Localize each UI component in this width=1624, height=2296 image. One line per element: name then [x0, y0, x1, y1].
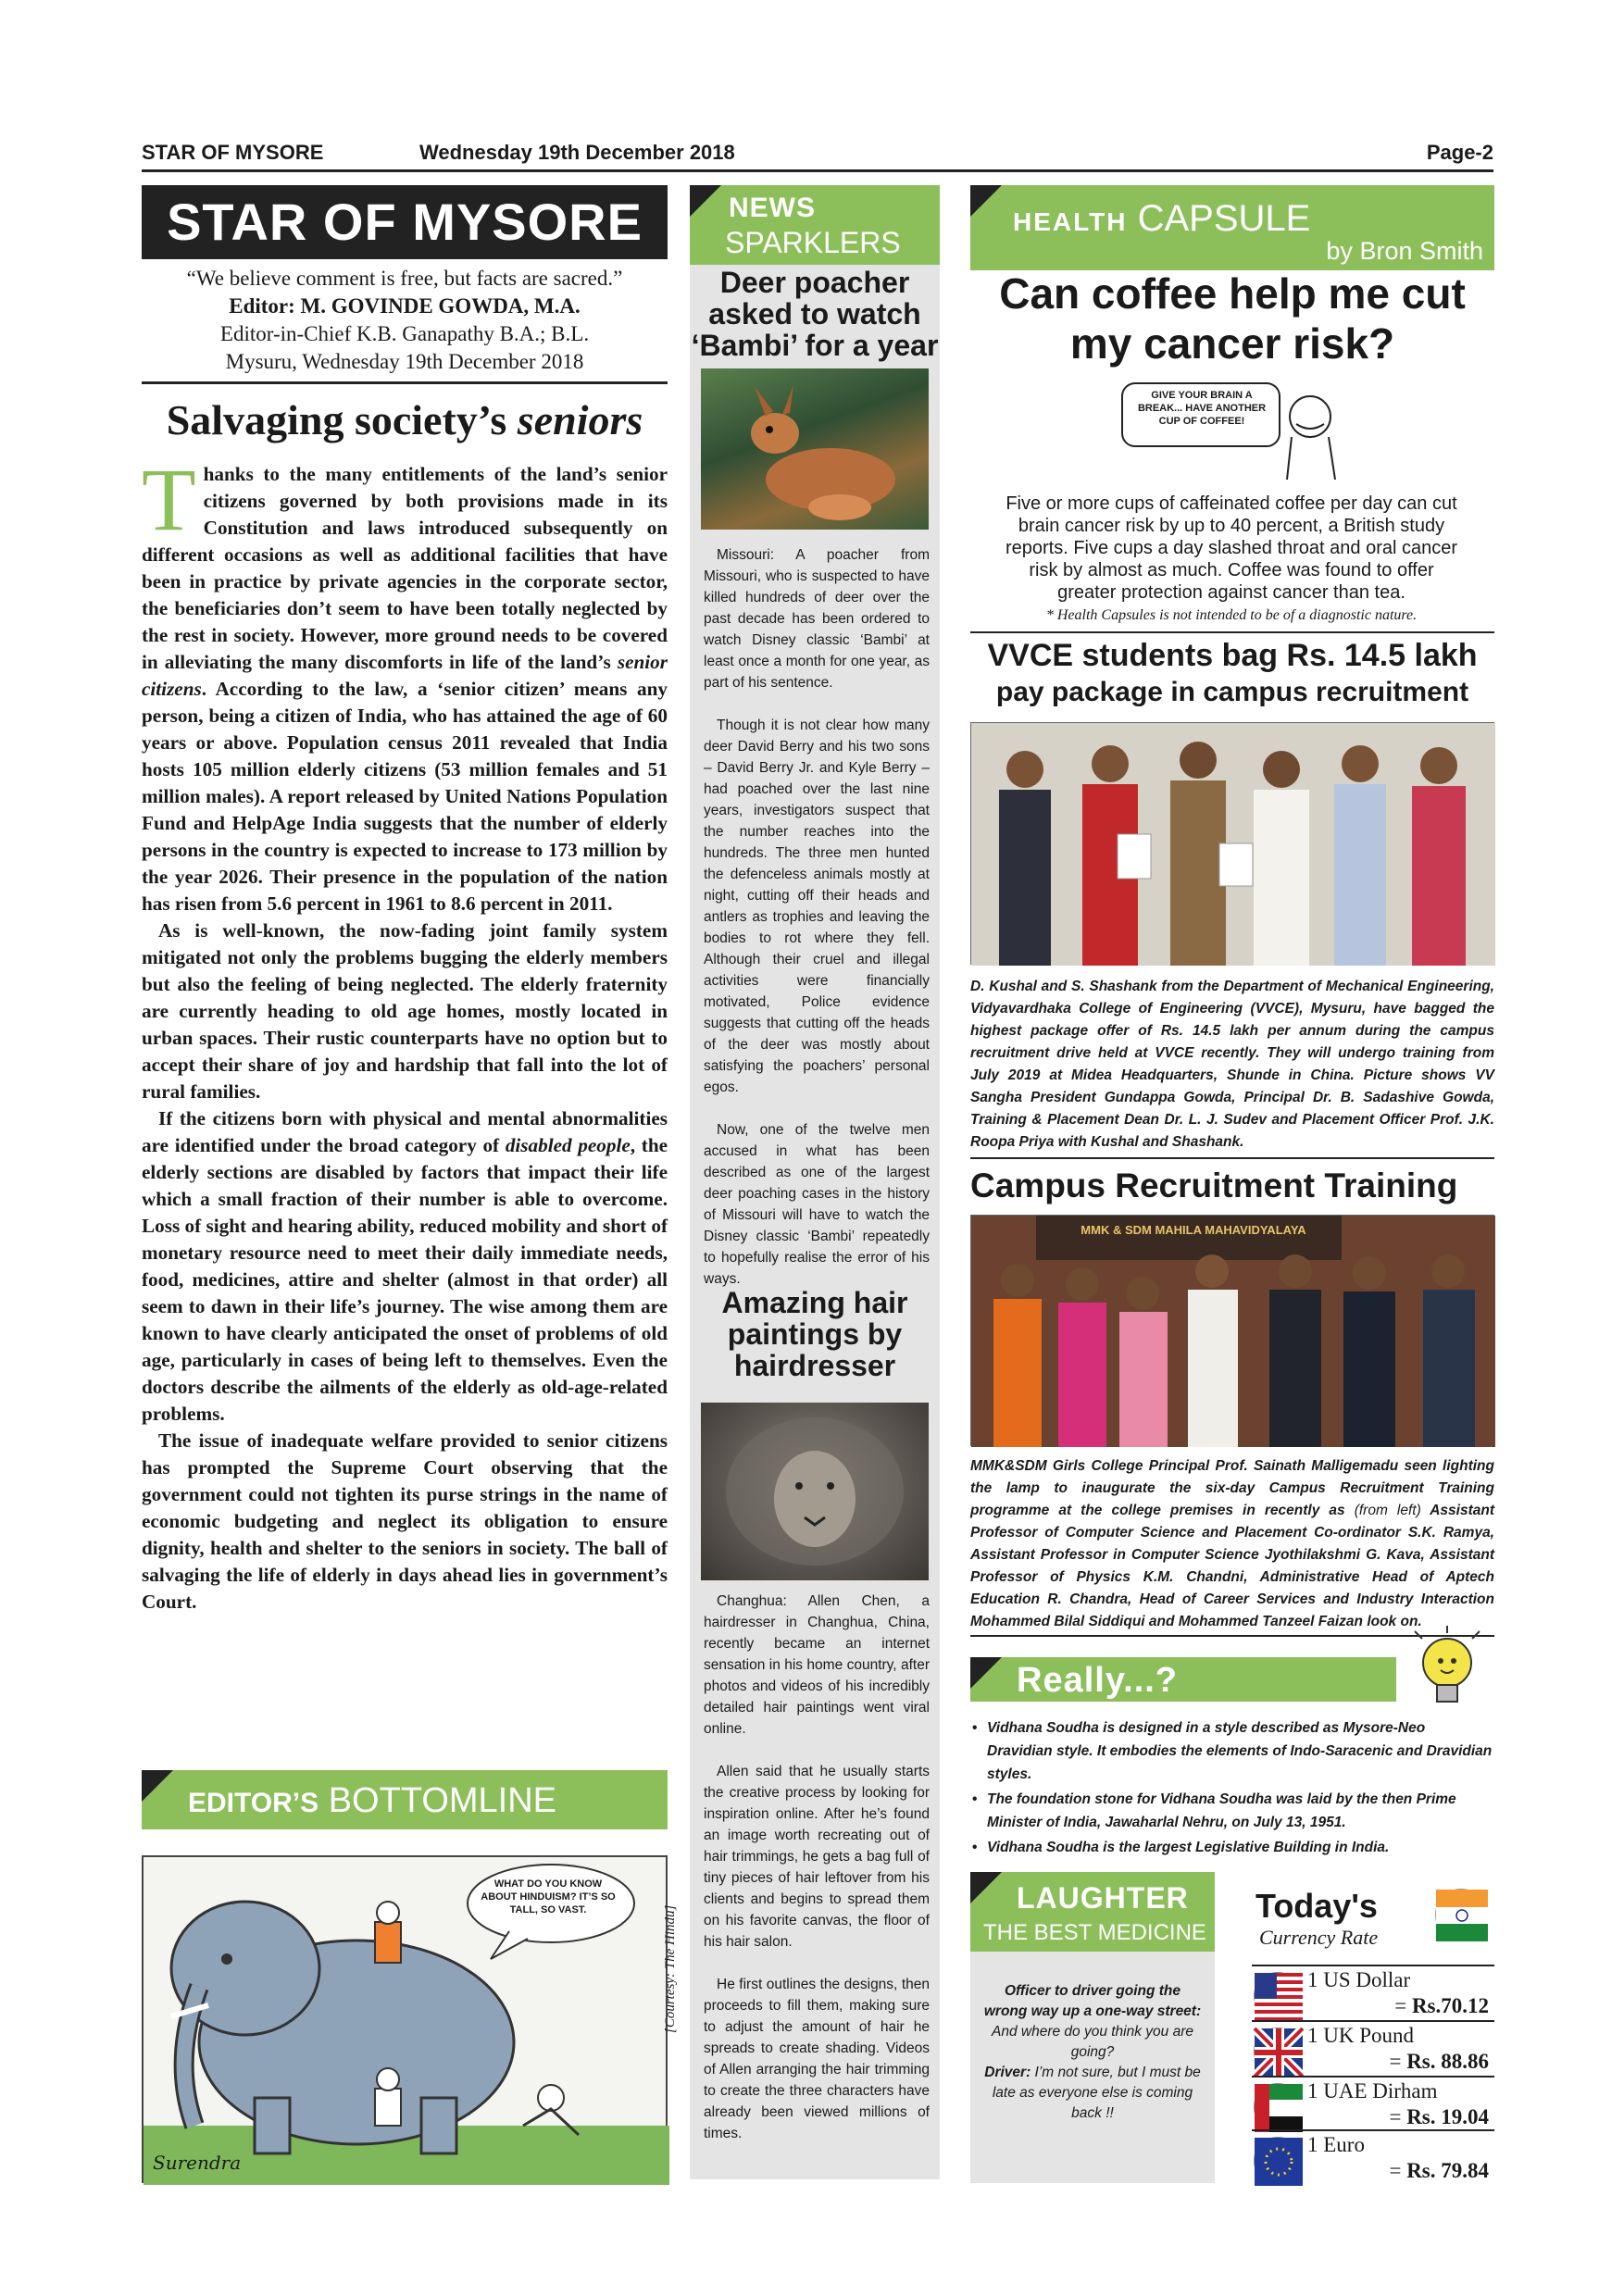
coffee-article-title: Can coffee help me cut my cancer risk? [999, 269, 1466, 368]
currency-row-eur [1252, 2129, 1494, 2183]
deer-image-icon [701, 368, 929, 530]
group-photo-icon [971, 723, 1495, 966]
vvce-subheadline: pay package in campus recruitment [995, 677, 1469, 707]
vvce-group-photo [970, 722, 1494, 965]
sparklers-label-1: NEWS [729, 193, 816, 223]
sparklers-label-2: SPARKLERS [725, 226, 901, 259]
header-page-number: Page-2 [1426, 141, 1493, 164]
currency-name: 1 US Dollar [1307, 1968, 1411, 1991]
lion-image-icon [701, 1403, 929, 1580]
editorial-title: Salvaging society’s seniors [166, 396, 643, 443]
drop-cap: T [142, 450, 196, 549]
campus-headline: Campus Recruitment Training [970, 1167, 1458, 1204]
flag-us-icon [1254, 1972, 1302, 2020]
flag-india-icon [1435, 1889, 1487, 1940]
vvce-headline: VVCE students bag Rs. 14.5 lakh [987, 638, 1478, 673]
lion-hair-painting-photo [701, 1403, 929, 1580]
editorial-paragraph: As is well-known, the now-fading joint family system mitigated not only the problems bugging the elderly members but also the feeling of being neglected. The elderly fraternity are currently heading to old age homes, mostly located in urban spaces. Their rustic counterparts have no option but to accept their share of joy and hardship that fall into the lot of rural families. [142, 919, 668, 1103]
masthead-dateline: Mysuru, Wednesday 19th December 2018 [225, 350, 584, 373]
currency-value: = Rs. 79.84 [1389, 2159, 1489, 2182]
flag-eu-icon [1254, 2137, 1302, 2185]
currency-name: 1 UAE Dirham [1307, 2079, 1438, 2103]
bottomline-label: EDITOR’S BOTTOMLINE [188, 1781, 557, 1820]
header-paper-name: STAR OF MYSORE [142, 141, 324, 164]
bambi-photo [701, 368, 929, 530]
cartoon-courtesy: [Courtesy: The Hindu] [663, 1904, 678, 2033]
masthead-editor-in-chief: Editor-in-Chief K.B. Ganapathy B.A.; B.L. [219, 322, 590, 345]
corner-triangle-icon [970, 1657, 1002, 1689]
campus-photo-banner: MMK & SDM MAHILA MAHAVIDYALAYA [1081, 1223, 1306, 1237]
list-item: • Vidhana Soudha is the largest Legislative Building in India. [970, 1836, 1494, 1859]
currency-row-usd [1252, 1965, 1494, 2018]
really-header [970, 1657, 1396, 1702]
health-byline: by Bron Smith [1326, 237, 1483, 265]
currency-value: = Rs.70.12 [1394, 1994, 1489, 2017]
coffee-cartoon-text: GIVE YOUR BRAIN A BREAK... HAVE ANOTHER CUP OF COFFEE! [1137, 390, 1267, 427]
editorial-cartoon [142, 1855, 668, 2183]
news-sparklers-header [690, 185, 940, 265]
masthead-motto: “We believe comment is free, but facts are sacred.” [186, 267, 623, 290]
laughter-header [970, 1872, 1215, 1952]
laughter-label-1: LAUGHTER [1017, 1881, 1189, 1915]
event-photo-icon [971, 1216, 1495, 1447]
story-headline-hair: Amazing hair paintings by hairdresser [721, 1286, 908, 1382]
really-list [970, 1716, 1494, 1861]
masthead-logo: STAR OF MYSORE [142, 185, 668, 259]
corner-triangle-icon [142, 1770, 173, 1802]
currency-name: 1 Euro [1307, 2133, 1365, 2156]
story-body-hair: Changhua: Allen Chen, a hairdresser in Changhua, China, recently became an internet sensation in his home country, after photos and videos of his incredibly detailed hair paintings went viral online. Allen said that he usually starts the creative process by looking for inspiration online. After he’s found an image worth recreating out of hair trimmings, he gets a bag full of tiny pieces of hair leftover from his clients and begins to spread them on his favorite canvas, the floor of his hair salon. He first outlines the designs, then proceeds to fill them, making sure to adjust the amount of hair he spreads to create shading. Videos of Allen arranging the hair trimming to create the three characters have already been viewed millions of times. [704, 1593, 930, 2141]
really-label: Really...? [1017, 1661, 1179, 1700]
editorial-paragraph: The issue of inadequate welfare provided to senior citizens has prompted the Supreme Court observing that the government could not tighten its purse strings in the name of economic budgeting and neglect its obligation to ensure dignity, health and shelter to the seniors in society. The ball of salvaging the life of elderly in days ahead lies in government’s Court. [142, 1429, 668, 1613]
currency-value: = Rs. 19.04 [1389, 2105, 1489, 2128]
flag-uk-icon [1254, 2028, 1302, 2076]
vvce-top-rule [970, 631, 1494, 633]
header-date: Wednesday 19th December 2018 [419, 141, 735, 164]
currency-subtitle: Currency Rate [1259, 1926, 1379, 1949]
story-headline-deer: Deer poacher asked to watch ‘Bambi’ for a year [691, 266, 939, 362]
corner-triangle-icon [970, 185, 1002, 217]
list-item: • The foundation stone for Vidhana Soudha was laid by the then Prime Minister of India, Jawaharlal Nehru, on July 13, 1951. [970, 1788, 1494, 1834]
laughter-label-2: THE BEST MEDICINE [983, 1920, 1206, 1945]
masthead-info [142, 265, 668, 376]
currency-name: 1 UK Pound [1307, 2024, 1415, 2047]
cartoon-signature: Surendra [153, 2152, 242, 2174]
lightbulb-icon [1413, 1629, 1481, 1713]
editorial-paragraph: Thanks to the many entitlements of the land’s senior citizens governed by both provisions made in its Constitution and laws introduced subsequently on different occasions as well as additional facilities that have been in practice by private agencies in the corporate sector, the beneficiaries don’t seem to have been totally neglected by the rest in society. However, more ground needs to be covered in alleviating the many discomforts in life of the land’s senior citizens. According to the law, a ‘senior citizen’ means any person, being a citizen of India, who has attained the age of 60 years or above. Population census 2011 revealed that India hosts 105 million elderly citizens (53 million females and 51 million males). A report released by United Nations Population Fund and HelpAge India suggests that the number of elderly persons in the country is expected to increase to 173 million by the year 2026. Their presence in the population of the nation has risen from 5.6 percent in 1961 to 8.6 percent in 2011. [142, 450, 668, 915]
bottomline-header [142, 1770, 668, 1829]
coffee-article-body: Five or more cups of caffeinated coffee per day can cut brain cancer risk by up to 40 percent, a British study reports. Five cups a day slashed throat and oral cancer risk by almost as much. Coffee was found to offer greater protection against cancer than tea. [1005, 493, 1458, 603]
cartoon-speech: WHAT DO YOU KNOW ABOUT HINDUISM? IT’S SO TALL, SO VAST. [481, 1878, 616, 1915]
editorial-paragraph: If the citizens born with physical and mental abnormalities are identified under the broad category of disabled people, the elderly sections are disabled by factors that impact their life which a small fraction of their number is able to overcome. Loss of sight and hearing ability, reduced mobility and short of monetary resource need to meet their daily immediate needs, food, medicines, attire and shelter (almost in that order) all seem to dawn in their life’s journey. The wise among them are known to have clearly anticipated the onset of problems of old age, particularly in cases of being left to themselves. Even the doctors describe the ailments of the elderly as old-age-related problems. [142, 1107, 668, 1425]
flag-uae-icon [1254, 2083, 1302, 2131]
coffee-cartoon [1120, 380, 1343, 481]
campus-caption: MMK&SDM Girls College Principal Prof. Sainath Malligemadu seen lighting the lamp to inaugurate the six-day Campus Recruitment Training programme at the college premises in recently as (from left) Assistant Professor of Computer Science and Placement Co-ordinator S.K. Ramya, Assistant Professor in Computer Science Jyothilakshmi G. Kava, Assistant Professor of Physics K.M. Chandni, Administrative Head of Aptech Education R. Chandra, Head of Career Services and Industry Interaction Mohammed Bilal Siddiqui and Mohammed Tanzeel Faizan look on. [970, 1458, 1495, 1629]
editorial-divider [142, 381, 668, 384]
health-disclaimer: * Health Capsules is not intended to be of a diagnostic nature. [1045, 607, 1418, 623]
health-capsule-label: HEALTH CAPSULE [1013, 198, 1311, 239]
masthead-editor: Editor: M. GOVINDE GOWDA, M.A. [229, 294, 581, 318]
laughter-joke: Officer to driver going the wrong way up a one-way street: And where do you think you are going? Driver: I’m not sure, but I must be late as everyone else is coming back !! [983, 1983, 1202, 2121]
editorial-body [142, 450, 668, 1748]
currency-rate-box [1246, 1883, 1494, 2183]
vvce-bottom-rule [970, 1157, 1494, 1159]
currency-row-gbp [1252, 2020, 1494, 2074]
list-item: • Vidhana Soudha is designed in a style described as Mysore-Neo Dravidian style. It embodies the elements of Indo-Saracenic and Dravidian styles. [970, 1716, 1494, 1786]
story-body-deer: Missouri: A poacher from Missouri, who is suspected to have killed hundreds of deer over the past decade has been ordered to watch Disney classic ‘Bambi’ at least once a month for one year, as part of his sentence. Though it is not clear how many deer David Berry and his two sons – David Berry Jr. and Kyle Berry – had poached over the last nine years, investigators suspect that the number reaches into the hundreds. The three men hunted the defenceless animals mostly at night, cutting off their heads and antlers as trophies and leaving the bodies to rot where they fell. Although their cruel and illegal activities were financially motivated, Police evidence suggests that cutting off the heads of the deer was mostly about satisfying the poachers’ personal egos. Now, one of the twelve men accused in what has been described as one of the largest deer poaching cases in the history of Missouri will have to watch the Disney classic ‘Bambi’ repeatedly to hopefully realise the error of his ways. [704, 547, 930, 1287]
health-capsule-header [970, 185, 1494, 270]
currency-row-aed [1252, 2076, 1494, 2129]
corner-triangle-icon [690, 185, 721, 217]
page-header [142, 139, 1493, 172]
currency-title: Today's [1255, 1887, 1378, 1925]
currency-value: = Rs. 88.86 [1389, 2050, 1489, 2073]
vvce-caption: D. Kushal and S. Shashank from the Department of Mechanical Engineering, Vidyavardhaka College of Engineering (VVCE), Mysuru, have bagged the highest package offer of Rs. 14.5 lakh per annum during the campus recruitment drive held at VVCE recently. They will undergo training from July 2019 at Midea Headquarters, Shunde in China. Picture shows VV Sangha President Gundappa Gowda, Principal Dr. B. Sadashive Gowda, Training & Placement Dean Dr. L. J. Sudev and Placement Officer Prof. J.K. Roopa Priya with Kushal and Shashank. [970, 979, 1494, 1150]
corner-triangle-icon [970, 1872, 1002, 1903]
campus-event-photo [970, 1215, 1494, 1446]
